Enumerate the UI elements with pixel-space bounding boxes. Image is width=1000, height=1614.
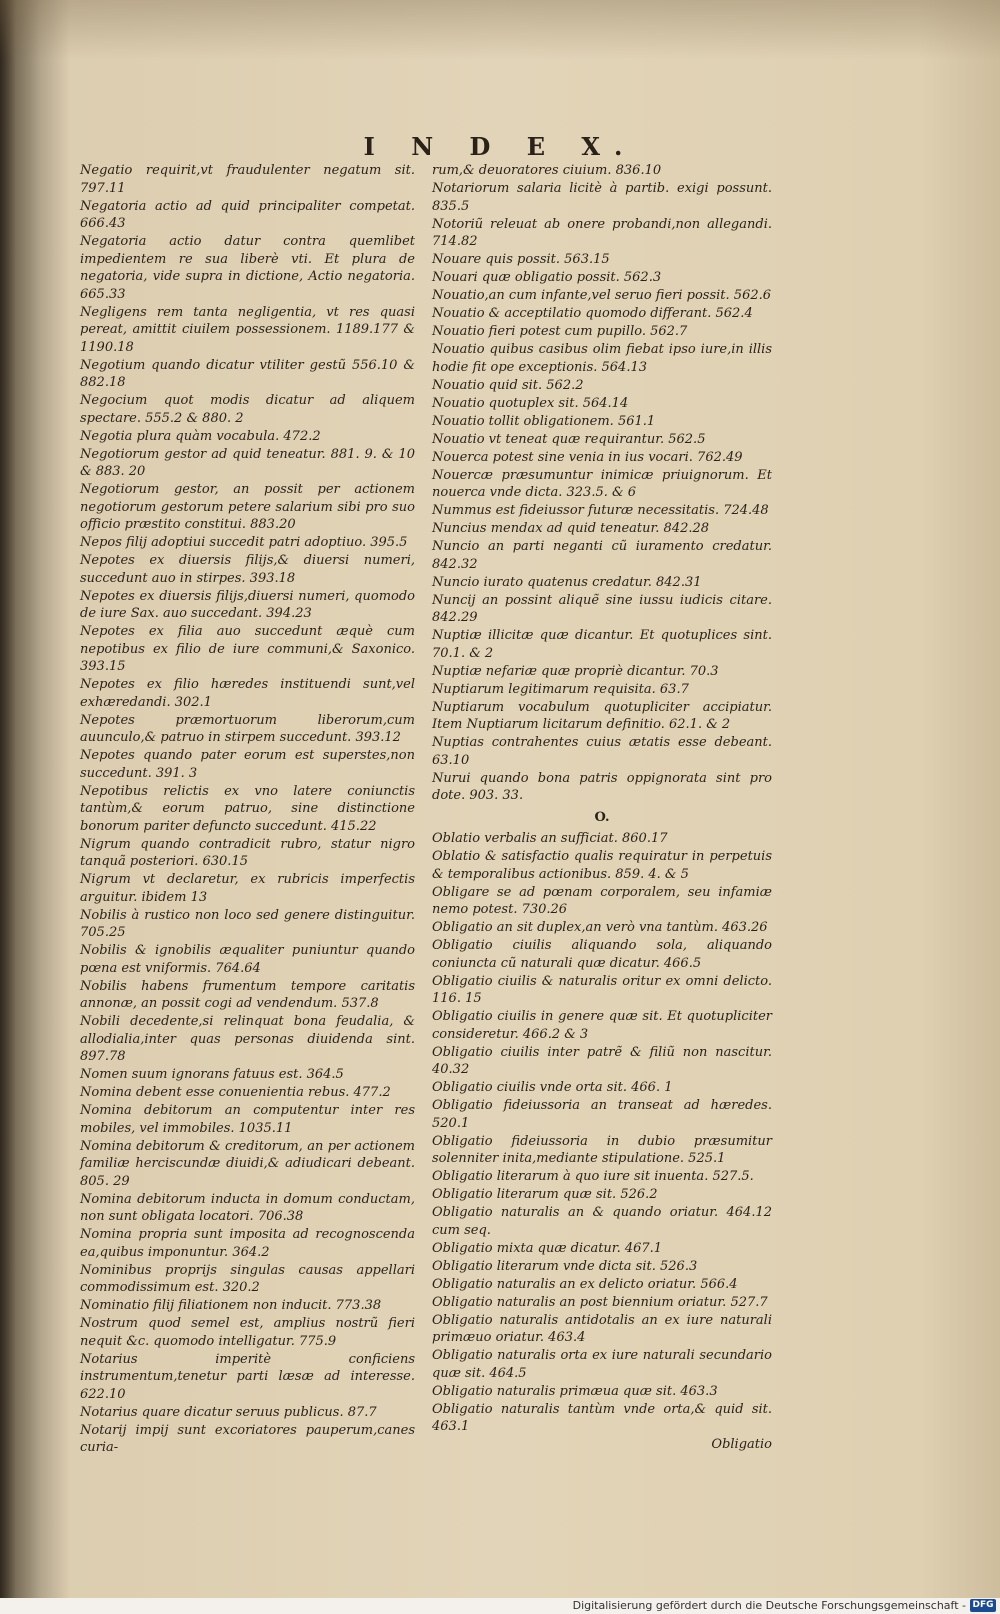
index-entry: Notarius imperitè conficiens instrumentum,tenetur parti læsæ ad interesse. 622.10 (80, 1351, 415, 1402)
index-entry: Nostrum quod semel est, amplius nostrũ fieri nequit &c. quomodo intelligatur. 775.9 (80, 1316, 415, 1349)
index-section-o (432, 830, 772, 1436)
index-entry: Nepotes ex diuersis filijs,diuersi numeri, quomodo de iure Sax. auo succedant. 394.23 (80, 588, 415, 621)
index-entry: Obligatio naturalis an & quando oriatur. 464.12 cum seq. (432, 1205, 772, 1238)
index-entry: Nepos filij adoptiui succedit patri adoptiuo. 395.5 (80, 535, 408, 550)
index-entry: Obligare se ad pœnam corporalem, seu infamiæ nemo potest. 730.26 (432, 884, 772, 917)
index-entry: Obligatio naturalis antidotalis an ex iure naturali primæuo oriatur. 463.4 (432, 1312, 772, 1345)
index-entry: Nouatio quid sit. 562.2 (432, 377, 584, 393)
index-entry: Obligatio naturalis an post biennium oriatur. 527.7 (432, 1294, 768, 1310)
index-entry: Nobilis habens frumentum tempore caritatis annonæ, an possit cogi ad vendendum. 537.8 (80, 978, 415, 1011)
index-entry: Nomen suum ignorans fatuus est. 364.5 (80, 1067, 344, 1082)
index-entry: rum,& deuoratores ciuium. 836.10 (432, 163, 662, 178)
index-entry: Nouatio quotuplex sit. 564.14 (432, 395, 629, 411)
index-section-n-continued (432, 162, 772, 805)
index-entry: Nobilis & ignobilis æqualiter puniuntur quando pœna est vniformis. 764.64 (80, 943, 415, 976)
index-entry: Nobilis à rustico non loco sed genere distinguitur. 705.25 (80, 907, 415, 940)
index-entry: Nouare quis possit. 563.15 (432, 252, 610, 267)
index-entry: Obligatio fideiussoria an transeat ad hæredes. 520.1 (432, 1098, 772, 1131)
index-entry: Negotia plura quàm vocabula. 472.2 (80, 428, 321, 444)
index-entry: Nuptiæ nefariæ quæ propriè dicantur. 70.3 (432, 663, 719, 679)
index-entry: Nepotes ex diuersis filijs,& diuersi numeri, succedunt auo in stirpes. 393.18 (80, 553, 415, 586)
section-heading-o: O. (594, 809, 610, 825)
index-entry: Nouercæ præsumuntur inimicæ priuignorum. Et nouerca vnde dicta. 323.5. & 6 (432, 467, 772, 500)
index-entry: Obligatio ciuilis & naturalis oritur ex omni delicto. 116. 15 (432, 973, 772, 1006)
index-entry: Obligatio literarum vnde dicta sit. 526.3 (432, 1258, 698, 1274)
index-entry: Negligens rem tanta negligentia, vt res quasi pereat, amittit ciuilem possessionem. 1189.177 & 1190.18 (80, 304, 415, 355)
index-entry: Nouatio,an cum infante,vel seruo fieri possit. 562.6 (432, 288, 772, 303)
digitization-footer (0, 1598, 1000, 1614)
index-entry: Notoriũ releuat ab onere probandi,non allegandi. 714.82 (432, 216, 772, 249)
index-entry: Nurui quando bona patris oppignorata sint pro dote. 903. 33. (432, 770, 772, 803)
index-entry: Obligatio naturalis an ex delicto oriatur. 566.4 (432, 1276, 738, 1292)
index-entry: Nominibus proprijs singulas causas appellari commodissimum est. 320.2 (80, 1262, 415, 1295)
index-entry: Nepotes ex filio hæredes instituendi sunt,vel exhæredandi. 302.1 (80, 677, 415, 710)
index-entry: Nouatio & acceptilatio quomodo differant. 562.4 (432, 306, 753, 321)
index-entry: Nuptiarum legitimarum requisita. 63.7 (432, 681, 689, 697)
index-entry: Oblatio & satisfactio qualis requiratur in perpetuis & temporalibus actionibus. 859. 4. & 5 (432, 849, 772, 882)
index-entry: Obligatio literarum à quo iure sit inuenta. 527.5. (432, 1169, 754, 1184)
page-title: I N D E X. (363, 132, 637, 161)
index-entry: Obligatio ciuilis inter patrẽ & filiũ non nascitur. 40.32 (432, 1044, 772, 1077)
index-entry: Nepotes ex filia auo succedunt æquè cum nepotibus ex filio de iure communi,& Saxonico. 393.15 (80, 624, 415, 674)
index-entry: Nouatio fieri potest cum pupillo. 562.7 (432, 324, 688, 339)
page-top-edge (0, 0, 1000, 60)
index-entry: Nomina propria sunt imposita ad recognoscenda ea,quibus imponuntur. 364.2 (80, 1227, 415, 1260)
index-entry: Obligatio ciuilis vnde orta sit. 466. 1 (432, 1080, 673, 1095)
index-entry: Nuncij an possint aliquẽ sine iussu iudicis citare. 842.29 (432, 592, 772, 625)
index-entry: Obligatio ciuilis in genere quæ sit. Et quotupliciter consideretur. 466.2 & 3 (432, 1009, 772, 1042)
index-entry: Negotium quando dicatur vtiliter gestũ 556.10 & 882.18 (80, 357, 415, 390)
index-entry: Notariorum salaria licitè à partib. exigi possunt. 835.5 (432, 181, 772, 214)
index-entry: Nouatio vt teneat quæ requirantur. 562.5 (432, 431, 706, 447)
index-entry: Nouatio quibus casibus olim fiebat ipso iure,in illis hodie fit ope exceptionis. 564.13 (432, 342, 772, 375)
index-entry: Nomina debitorum an computentur inter res mobiles, vel immobiles. 1035.11 (80, 1103, 415, 1136)
index-entry: Nuptias contrahentes cuius ætatis esse debeant. 63.10 (432, 735, 772, 768)
index-entry: Oblatio verbalis an sufficiat. 860.17 (432, 831, 668, 846)
index-entry: Obligatio an sit duplex,an verò vna tantùm. 463.26 (432, 920, 768, 935)
index-entry: Nuptiæ illicitæ quæ dicantur. Et quotuplices sint. 70.1. & 2 (432, 628, 772, 661)
index-entry: Negotiorum gestor ad quid teneatur. 881. 9. & 10 & 883. 20 (80, 446, 415, 479)
book-binding-shadow (0, 0, 70, 1614)
index-entry: Nomina debitorum inducta in domum conductam, non sunt obligata locatori. 706.38 (80, 1191, 415, 1224)
index-entry: Obligatio fideiussoria in dubio præsumitur solenniter inita,mediante stipulatione. 525.1 (432, 1133, 772, 1166)
index-entry: Nepotes præmortuorum liberorum,cum auunculo,& patruo in stirpem succedunt. 393.12 (80, 712, 415, 745)
index-column-right (432, 162, 772, 1454)
index-entry: Nouatio tollit obligationem. 561.1 (432, 413, 656, 429)
catchword: Obligatio (711, 1437, 772, 1452)
index-entry: Nepotes quando pater eorum est superstes,non succedunt. 391. 3 (80, 748, 415, 781)
index-entry: Obligatio mixta quæ dicatur. 467.1 (432, 1240, 663, 1256)
footer-credit: Digitalisierung gefördert durch die Deutsche Forschungsgemeinschaft - (572, 1599, 966, 1612)
index-entry: Nouerca potest sine venia in ius vocari. 762.49 (432, 449, 743, 465)
index-entry: Obligatio naturalis tantùm vnde orta,& quid sit. 463.1 (432, 1401, 772, 1434)
dfg-logo-icon: DFG (970, 1599, 996, 1612)
index-entry: Nominatio filij filiationem non inducit. 773.38 (80, 1298, 382, 1313)
index-entry: Nouari quæ obligatio possit. 562.3 (432, 270, 662, 285)
index-entry: Nobili decedente,si relinquat bona feudalia, & allodialia,inter quas personas diuidenda sint. 897.78 (80, 1014, 415, 1064)
index-entry: Nummus est fideiussor futuræ necessitatis. 724.48 (432, 503, 769, 518)
index-entry: Nigrum vt declaretur, ex rubricis imperfectis arguitur. ibidem 13 (80, 872, 415, 905)
index-entry: Obligatio naturalis orta ex iure naturali secundario quæ sit. 464.5 (432, 1348, 772, 1381)
index-entry: Obligatio literarum quæ sit. 526.2 (432, 1187, 658, 1202)
index-entry: Nomina debitorum & creditorum, an per actionem familiæ herciscundæ diuidi,& adiudicari debeant. 805. 29 (80, 1138, 415, 1189)
index-entry: Nuncio iurato quatenus credatur. 842.31 (432, 574, 702, 590)
index-entry: Obligatio naturalis primæua quæ sit. 463.3 (432, 1383, 718, 1399)
index-entry: Nuptiarum vocabulum quotupliciter accipiatur. Item Nuptiarum licitarum definitio. 62.1. & 2 (432, 699, 772, 732)
index-entry: Negatoria actio datur contra quemlibet impedientem re sua liberè vti. Et plura de negatoria, vide supra in dictione, Actio negatoria. 665.33 (80, 234, 415, 302)
index-entry: Nigrum quando contradicit rubro, statur nigro tanquã posteriori. 630.15 (80, 836, 415, 869)
index-entry: Nomina debent esse conuenientia rebus. 477.2 (80, 1085, 391, 1100)
index-entry: Negatoria actio ad quid principaliter competat. 666.43 (80, 198, 415, 231)
index-entry: Nepotibus relictis ex vno latere coniunctis tantùm,& eorum patruo, sine distinctione bonorum pariter defuncto succedunt. 415.22 (80, 783, 415, 834)
index-column-left (80, 162, 415, 1457)
index-entry: Notarius quare dicatur seruus publicus. 87.7 (80, 1404, 377, 1420)
index-entry: Negatio requirit,vt fraudulenter negatum sit. 797.11 (80, 163, 415, 196)
index-entry: Obligatio ciuilis aliquando sola, aliquando coniuncta cũ naturali quæ dicatur. 466.5 (432, 938, 772, 971)
index-entry: Notarij impij sunt excoriatores pauperum,canes curia- (80, 1422, 415, 1455)
index-entry: Nuncius mendax ad quid teneatur. 842.28 (432, 521, 710, 536)
index-entry: Negocium quot modis dicatur ad aliquem spectare. 555.2 & 880. 2 (80, 393, 415, 426)
index-entry: Nuncio an parti neganti cũ iuramento credatur. 842.32 (432, 539, 772, 572)
index-entry: Negotiorum gestor, an possit per actionem negotiorum gestorum petere salarium sibi pro suo officio præstito constitui. 883.20 (80, 482, 415, 532)
